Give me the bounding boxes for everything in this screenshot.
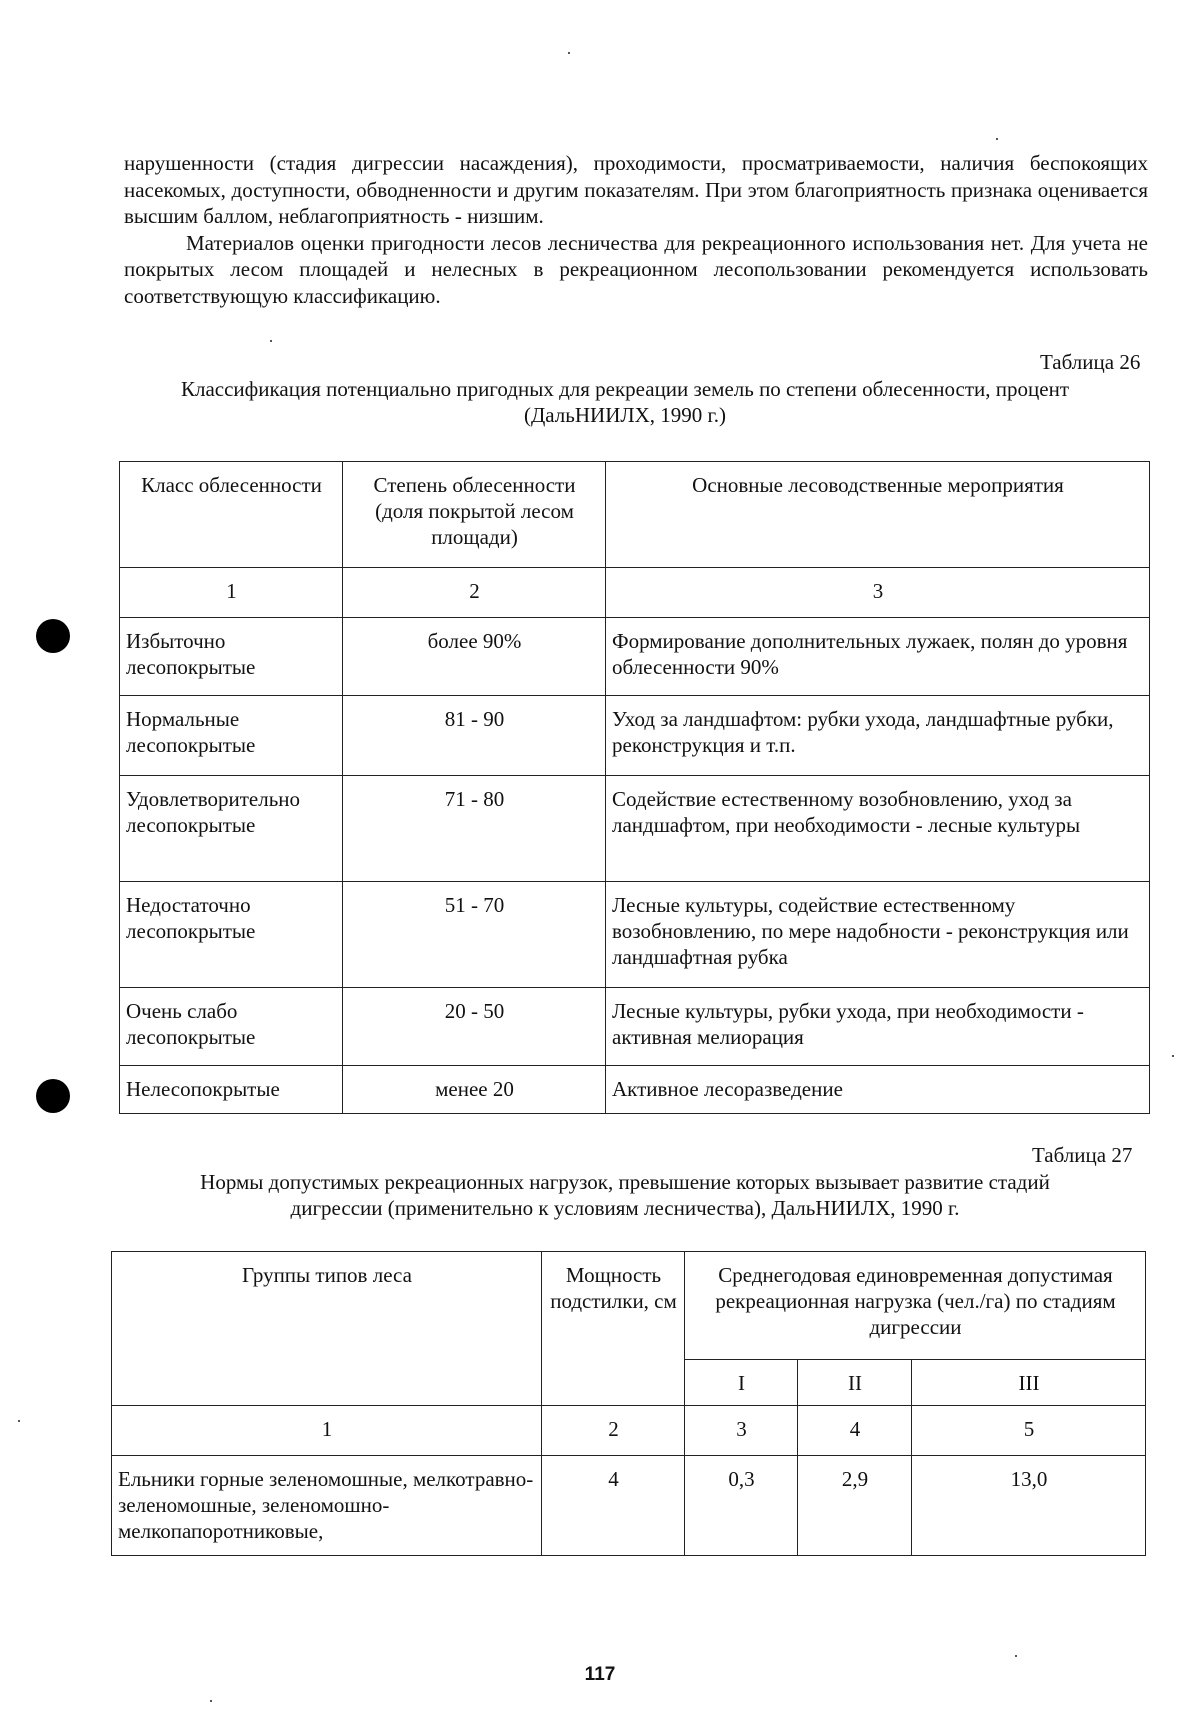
table27-column-numbers-row — [112, 1406, 1146, 1456]
table27-column-number: 4 — [798, 1406, 912, 1456]
table27-stage: II — [798, 1360, 912, 1406]
table27-caption-line1: Нормы допустимых рекреационных нагрузок, превышение которых вызывает развитие стадий — [200, 1170, 1050, 1194]
table27-caption — [100, 1169, 1150, 1221]
table27-number: Таблица 27 — [1032, 1143, 1133, 1167]
table-row — [120, 776, 1150, 882]
forest-measures: Активное лесоразведение — [606, 1066, 1150, 1114]
scan-speck — [1172, 1055, 1174, 1057]
table26-column-number: 1 — [120, 568, 343, 618]
load-stage-1: 0,3 — [685, 1456, 798, 1556]
page-number: 117 — [584, 1664, 616, 1685]
forest-cover-class: Очень слабо лесопокрытые — [120, 988, 343, 1066]
table-row — [112, 1456, 1146, 1556]
forest-cover-class: Нелесопокрытые — [120, 1066, 343, 1114]
forest-cover-degree: 51 - 70 — [343, 882, 606, 988]
load-stage-2: 2,9 — [798, 1456, 912, 1556]
intro-paragraph-1: нарушенности (стадия дигрессии насаждения), проходимости, просматриваемости, наличия беспокоящих насекомых, доступности, обводненности и другим показателям. При этом благоприятность признака оценивается высшим баллом, неблагоприятность - низшим. — [124, 151, 1148, 228]
forest-measures: Уход за ландшафтом: рубки ухода, ландшафтные рубки, реконструкция и т.п. — [606, 696, 1150, 776]
table27 — [111, 1251, 1146, 1556]
table26 — [119, 461, 1150, 1114]
forest-cover-degree: 20 - 50 — [343, 988, 606, 1066]
table26-header-cell: Степень облесенности (доля покрытой лесом площади) — [343, 462, 606, 568]
scan-speck — [210, 1700, 212, 1702]
table26-caption — [100, 376, 1150, 428]
intro-text — [124, 150, 1148, 309]
table-row — [120, 988, 1150, 1066]
scan-speck — [270, 340, 272, 342]
forest-type-group: Ельники горные зеленомошные, мелкотравно-зеленомошные, зеленомошно-мелкопапоротниковые, — [112, 1456, 542, 1556]
punch-hole-dot — [36, 1079, 70, 1113]
scan-speck — [568, 52, 570, 54]
litter-thickness: 4 — [542, 1456, 685, 1556]
table26-header-cell: Класс облесенности — [120, 462, 343, 568]
forest-cover-class: Недостаточно лесопокрытые — [120, 882, 343, 988]
forest-measures: Содействие естественному возобновлению, уход за ландшафтом, при необходимости - лесные культуры — [606, 776, 1150, 882]
table26-caption-line1: Классификация потенциально пригодных для рекреации земель по степени облесенности, процент — [180, 377, 1069, 401]
table27-header-litter: Мощность подстилки, см — [542, 1252, 685, 1406]
table-row — [120, 696, 1150, 776]
table27-stage: III — [912, 1360, 1146, 1406]
scan-speck — [996, 138, 998, 140]
table-row — [120, 618, 1150, 696]
forest-cover-class: Нормальные лесопокрытые — [120, 696, 343, 776]
table26-header-cell: Основные лесоводственные мероприятия — [606, 462, 1150, 568]
table27-caption-line2: дигрессии (применительно к условиям лесничества), ДальНИИЛХ, 1990 г. — [290, 1196, 960, 1220]
scan-speck — [1015, 1655, 1017, 1657]
table27-column-number: 3 — [685, 1406, 798, 1456]
table27-header-load: Среднегодовая единовременная допустимая рекреационная нагрузка (чел./га) по стадиям дигрессии — [685, 1252, 1146, 1360]
table27-header-row — [112, 1252, 1146, 1360]
forest-measures: Формирование дополнительных лужаек, полян до уровня облесенности 90% — [606, 618, 1150, 696]
intro-paragraph-2: Материалов оценки пригодности лесов лесничества для рекреационного использования нет. Для учета не покрытых лесом площадей и нелесных в рекреационном лесопользовании рекомендуется использовать соответствующую классификацию. — [124, 230, 1148, 308]
punch-hole-dot — [36, 619, 70, 653]
table-row — [120, 1066, 1150, 1114]
table26-header-row — [120, 462, 1150, 568]
table26-number: Таблица 26 — [1040, 350, 1141, 374]
forest-cover-degree: 71 - 80 — [343, 776, 606, 882]
scan-speck — [18, 1420, 20, 1422]
forest-cover-degree: более 90% — [343, 618, 606, 696]
table27-stage: I — [685, 1360, 798, 1406]
forest-cover-degree: 81 - 90 — [343, 696, 606, 776]
table26-column-number: 2 — [343, 568, 606, 618]
table26-caption-line2: (ДальНИИЛХ, 1990 г.) — [523, 403, 727, 427]
table-row — [120, 882, 1150, 988]
table27-column-number: 5 — [912, 1406, 1146, 1456]
table26-column-numbers-row — [120, 568, 1150, 618]
table26-column-number: 3 — [606, 568, 1150, 618]
forest-cover-degree: менее 20 — [343, 1066, 606, 1114]
table27-column-number: 2 — [542, 1406, 685, 1456]
forest-measures: Лесные культуры, рубки ухода, при необходимости - активная мелиорация — [606, 988, 1150, 1066]
forest-cover-class: Удовлетворительно лесопокрытые — [120, 776, 343, 882]
forest-cover-class: Избыточно лесопокрытые — [120, 618, 343, 696]
table27-column-number: 1 — [112, 1406, 542, 1456]
forest-measures: Лесные культуры, содействие естественному возобновлению, по мере надобности - реконструкция или ландшафтная рубка — [606, 882, 1150, 988]
load-stage-3: 13,0 — [912, 1456, 1146, 1556]
table27-header-group: Группы типов леса — [112, 1252, 542, 1406]
